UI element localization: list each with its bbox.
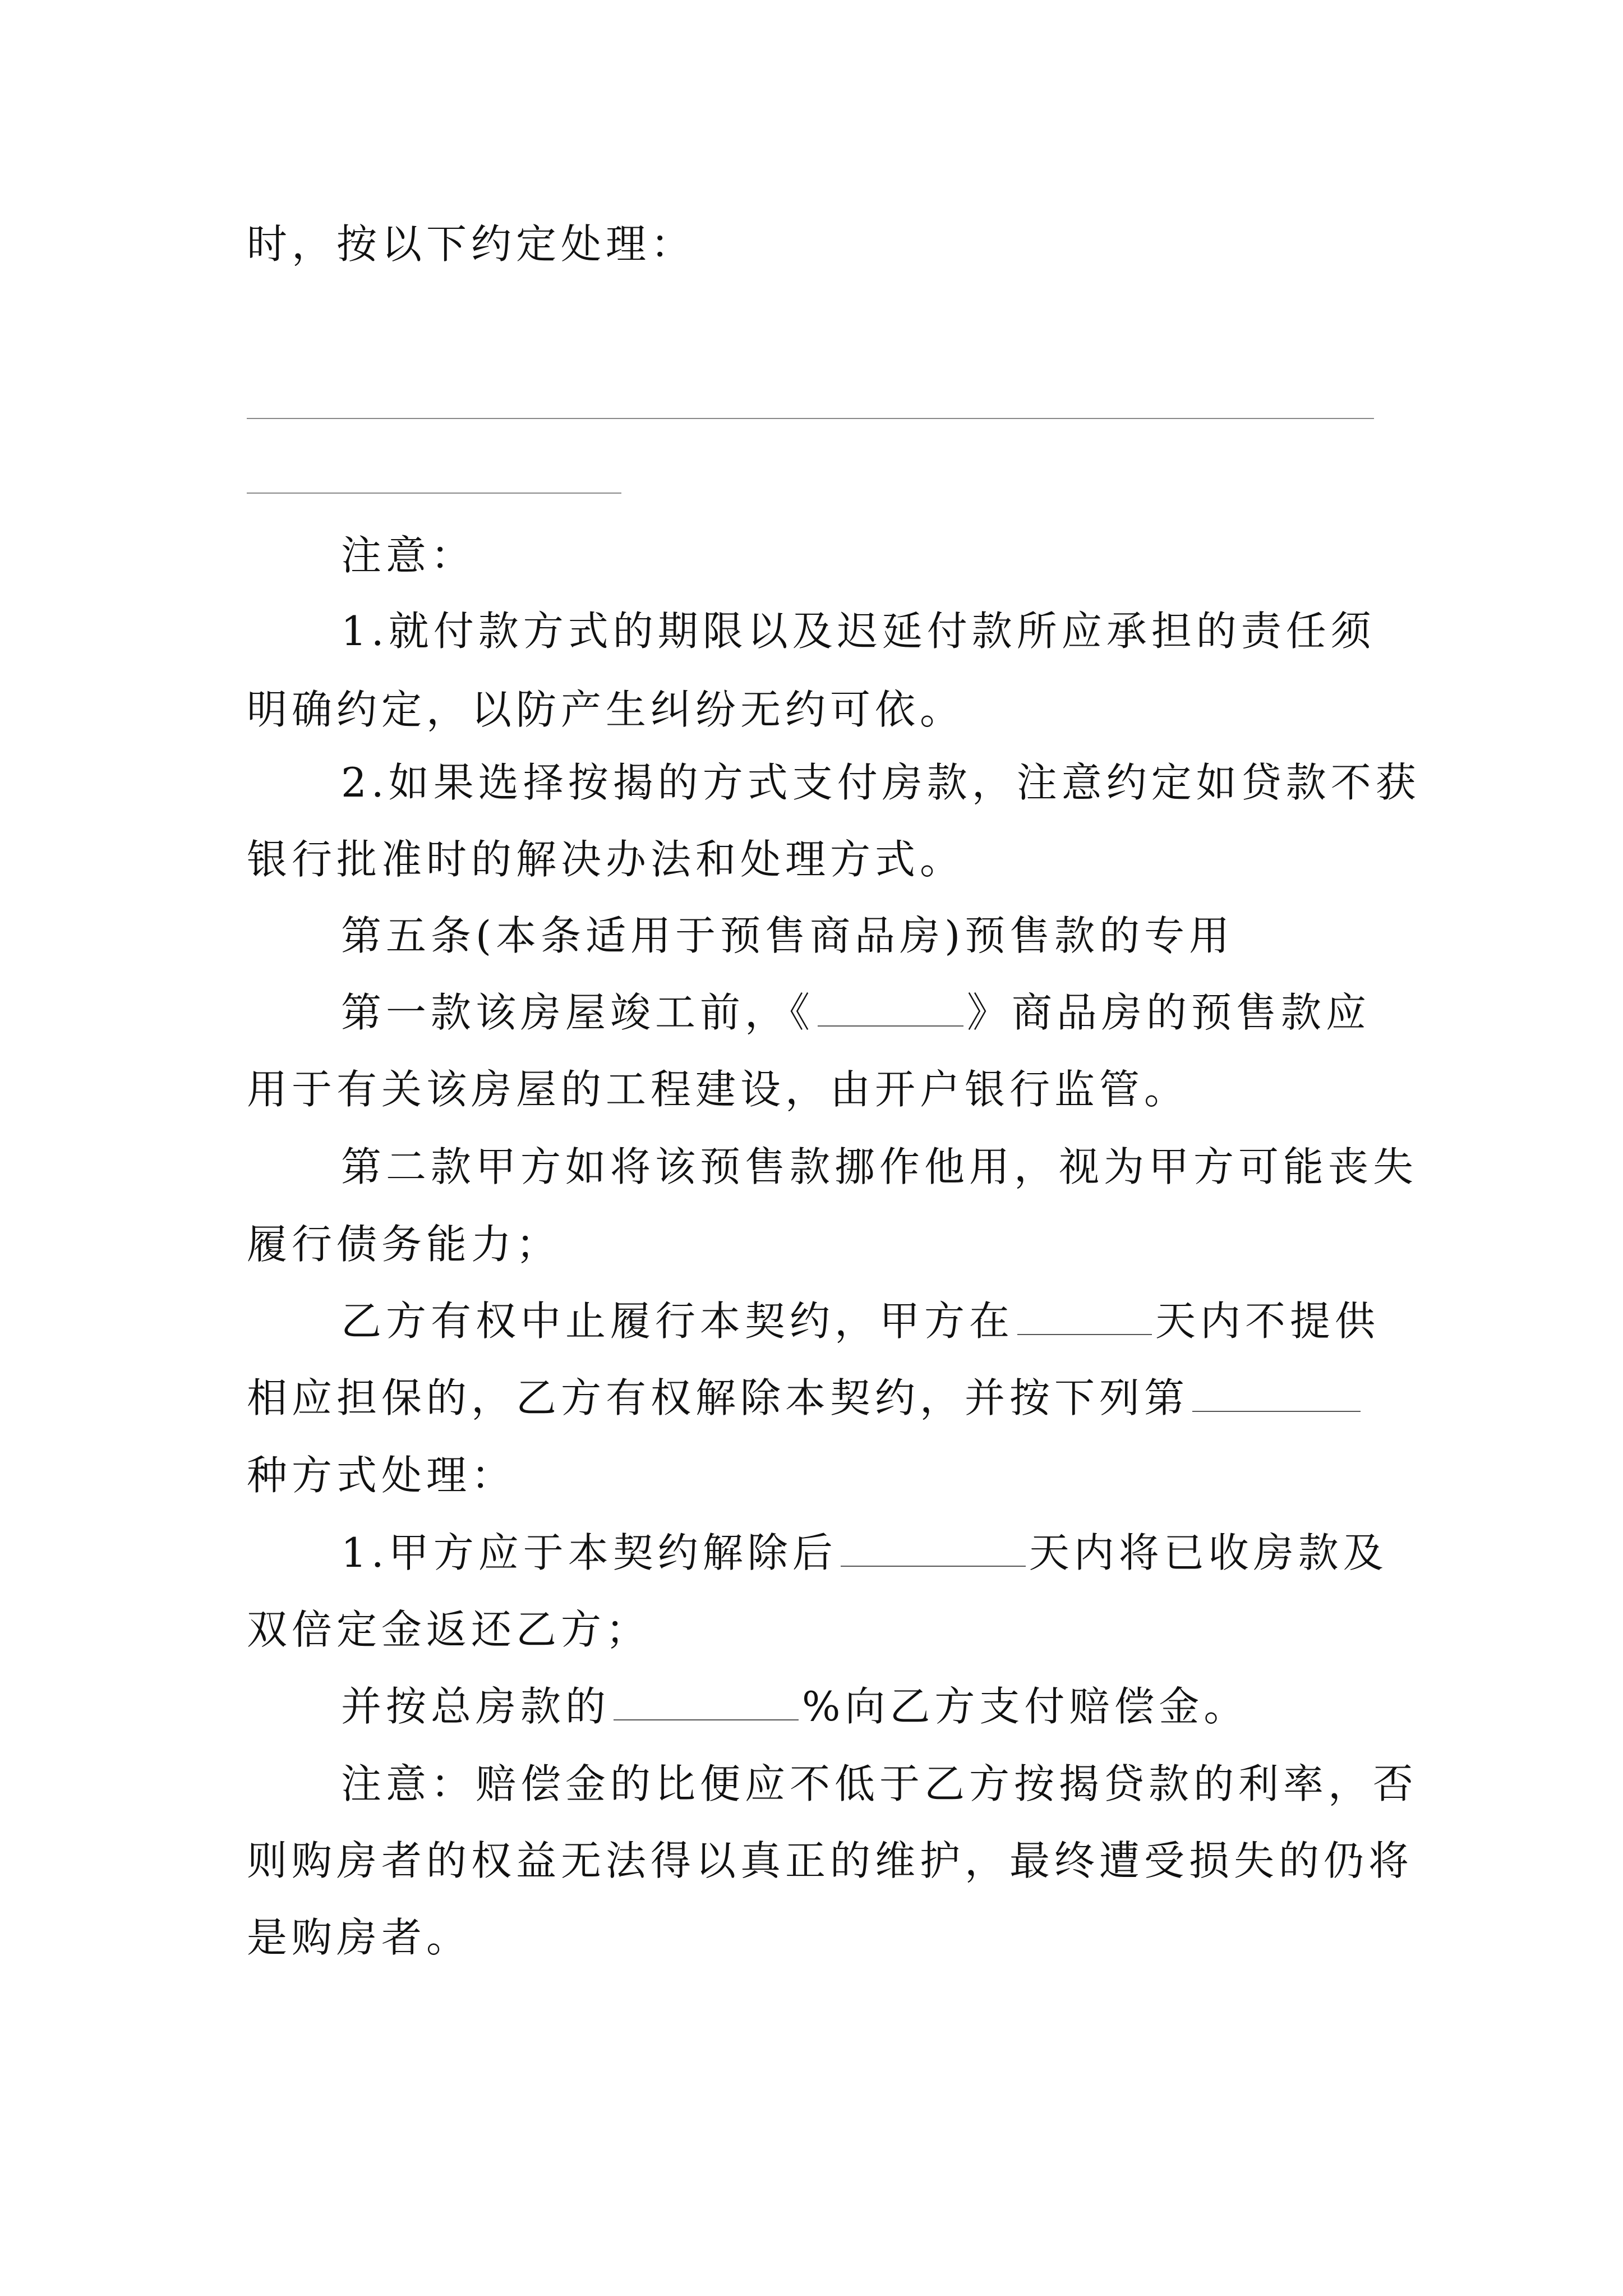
text-line [247,1745,1485,1823]
text-segment: 则购房者的权益无法得以真正的维护，最终遭受损失的仍将 [247,1837,1414,1884]
text-segment: 天内将已收房款及 [1029,1529,1388,1576]
text-segment: 1.就付款方式的期限以及迟延付款所应承担的责任须 [341,608,1376,655]
text-line [247,592,1485,670]
text-segment: 第五条(本条适用于预售商品房)预售款的专用 [341,912,1234,959]
text-line [247,1436,1391,1515]
text-line [247,1282,1485,1360]
text-segment: 第一款该房屋竣工前，《 [341,989,815,1036]
text-segment: 》商品房的预售款应 [967,989,1371,1036]
text-line [247,1898,1391,1977]
fill-in-blank[interactable] [818,992,963,1027]
text-line [247,743,1485,822]
text-segment: 1.甲方应于本契约解除后 [341,1529,837,1576]
text-line [247,1513,1485,1592]
fill-in-rule [247,418,1374,419]
text-segment: 并按总房款的 [341,1683,611,1730]
text-segment: 银行批准时的解决办法和处理方式。 [247,836,965,883]
text-segment: 第二款甲方如将该预售款挪作他用，视为甲方可能丧失 [341,1143,1418,1190]
text-line [247,670,1391,749]
fill-in-rule [247,493,621,494]
text-segment: 履行债务能力； [247,1221,561,1268]
text-segment: %向乙方支付赔偿金。 [802,1683,1249,1730]
text-segment: 用于有关该房屋的工程建设，由开户银行监管。 [247,1066,1189,1113]
fill-in-blank[interactable] [614,1686,799,1720]
text-segment: 种方式处理： [247,1452,517,1499]
text-segment: 明确约定，以防产生纠纷无约可依。 [247,686,965,733]
text-segment: 注意： [341,532,476,579]
text-line [247,973,1485,1052]
text-segment: 2.如果选择按揭的方式支付房款，注意约定如贷款不获 [341,759,1421,806]
text-line [247,1359,1391,1437]
text-segment: 双倍定金返还乙方； [247,1606,651,1653]
article-heading [247,896,1485,975]
note-heading [247,516,1485,595]
fill-in-blank[interactable] [1192,1377,1361,1412]
text-segment: 相应担保的，乙方有权解除本契约，并按下列第 [247,1374,1189,1421]
fill-in-blank[interactable] [1017,1300,1152,1335]
text-line [247,1667,1485,1746]
text-segment: 时，按以下约定处理： [247,220,696,268]
text-line [247,1205,1391,1283]
text-segment: 乙方有权中止履行本契约，甲方在 [341,1297,1015,1345]
text-line [247,1821,1414,1900]
text-segment: 天内不提供 [1155,1297,1380,1345]
text-line [247,1050,1391,1129]
fill-in-blank[interactable] [841,1532,1026,1567]
text-line [247,1128,1485,1206]
text-line [247,205,1391,283]
text-segment: 是购房者。 [247,1914,472,1961]
text-line [247,820,1391,899]
text-line [247,1590,1391,1669]
text-segment: 注意：赔偿金的比便应不低于乙方按揭贷款的利率，否 [341,1760,1418,1807]
